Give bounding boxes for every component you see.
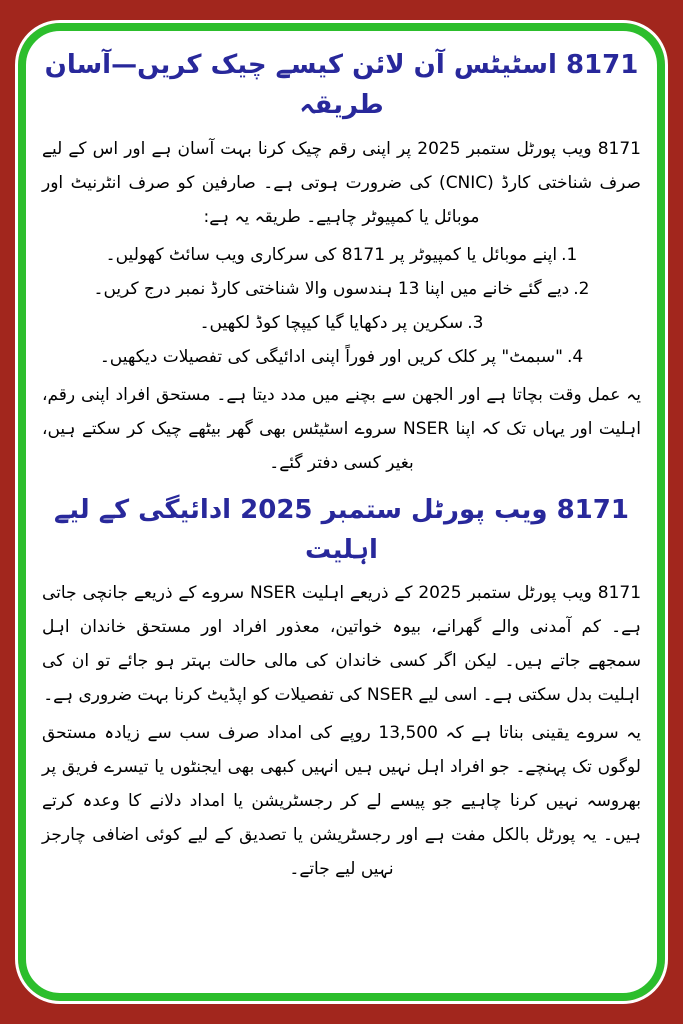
step-number: 2. xyxy=(573,278,590,299)
step-text: اپنے موبائل یا کمپیوٹر پر 8171 کی سرکاری ویب سائٹ کھولیں۔ xyxy=(105,244,558,265)
paragraph-survey-warning: یہ سروے یقینی بناتا ہے کہ 13,500 روپے کی امداد صرف سب سے زیادہ مستحق لوگوں تک پہنچے۔ جو افراد اہل نہیں ہیں انہیں کبھی بھی ایجنٹوں یا تیسرے فریق پر بھروسہ نہیں کرنا چاہیے جو پیسے لے کر رجسٹریشن یا امداد دلانے کا وعدہ کرتے ہیں۔ یہ پورٹل بالکل مفت ہے اور رجسٹریشن یا تصدیق کے لیے کوئی اضافی چارجز نہیں لیے جاتے۔ xyxy=(42,723,641,880)
step-item-3 xyxy=(42,306,641,340)
paragraph-benefits: یہ عمل وقت بچاتا ہے اور الجھن سے بچنے میں مدد دیتا ہے۔ مستحق افراد اپنی رقم، اہلیت اور یہاں تک کہ اپنا NSER سروے اسٹیٹس بھی گھر بیٹھے چیک کر سکتے ہیں، بغیر کسی دفتر گئے۔ xyxy=(42,384,641,473)
steps-list xyxy=(42,238,641,374)
step-number: 3. xyxy=(467,312,484,333)
step-number: 1. xyxy=(561,244,578,265)
paragraph-eligibility: 8171 ویب پورٹل ستمبر 2025 کے ذریعے اہلیت NSER سروے کے ذریعے جانچی جاتی ہے۔ کم آمدنی والے گھرانے، بیوہ خواتین، معذور افراد اور مستحق خاندان اہل سمجھے جاتے ہیں۔ لیکن اگر کسی خاندان کی مالی حالت بہتر ہو جائے تو ان کی اہلیت بدل سکتی ہے۔ اسی لیے NSER کی تفصیلات کو اپڈیٹ کرنا بہت ضروری ہے۔ xyxy=(42,583,642,706)
step-item-1 xyxy=(42,238,641,272)
paragraph-intro: 8171 ویب پورٹل ستمبر 2025 پر اپنی رقم چیک کرنا بہت آسان ہے اور اس کے لیے صرف شناختی کارڈ (CNIC) کی ضرورت ہوتی ہے۔ صارفین کو صرف انٹرنیٹ اور موبائل یا کمپیوٹر چاہیے۔ طریقہ یہ ہے: xyxy=(42,138,641,227)
heading-eligibility: 8171 ویب پورٹل ستمبر 2025 ادائیگی کے لیے اہلیت xyxy=(54,494,629,565)
poster-card xyxy=(18,23,665,1001)
step-text: دیے گئے خانے میں اپنا 13 ہندسوں والا شناختی کارڈ نمبر درج کریں۔ xyxy=(93,278,570,299)
step-item-2 xyxy=(42,272,641,306)
heading-status-check: 8171 اسٹیٹس آن لائن کیسے چیک کریں—آسان طریقہ xyxy=(44,50,639,121)
step-text: "سبمٹ" پر کلک کریں اور فوراً اپنی ادائیگی کی تفصیلات دیکھیں۔ xyxy=(99,346,563,367)
step-text: سکرین پر دکھایا گیا کیپچا کوڈ لکھیں۔ xyxy=(199,312,464,333)
step-item-4 xyxy=(42,340,641,374)
step-number: 4. xyxy=(566,346,584,367)
